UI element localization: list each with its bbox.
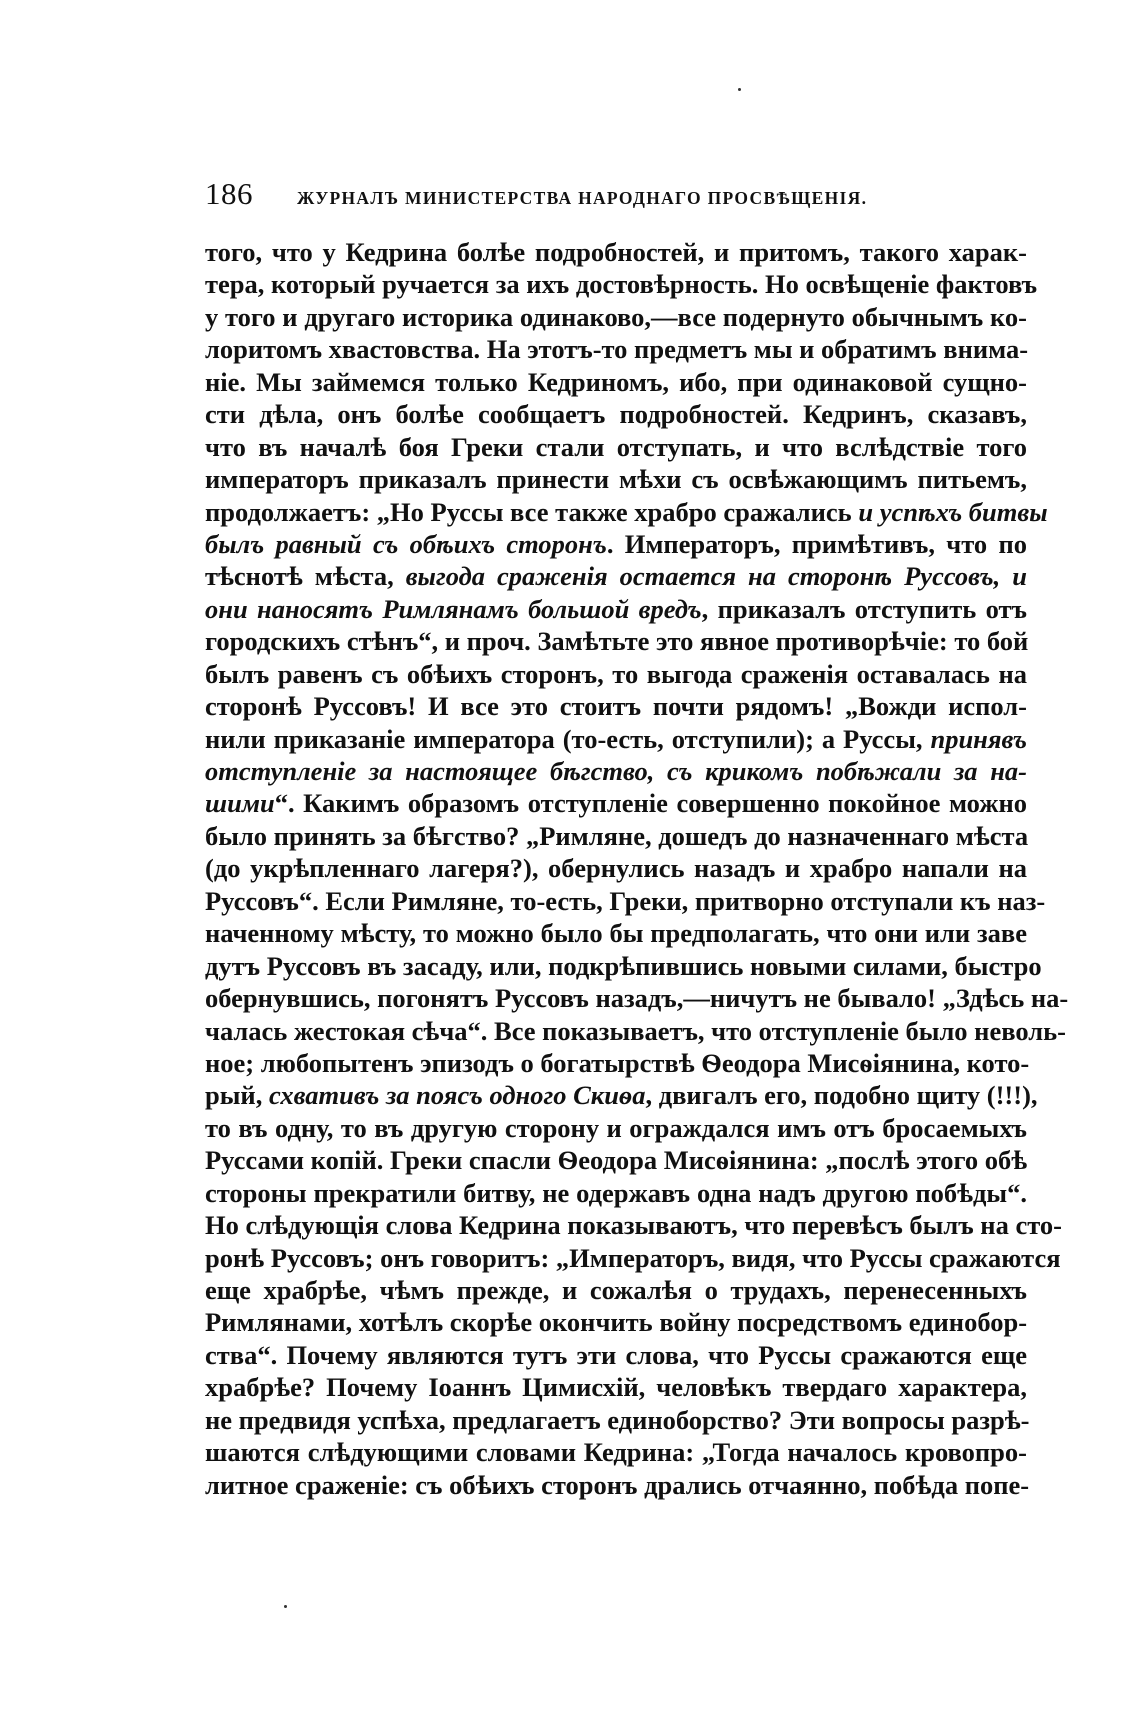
text-segment: нили приказаніе императора (то-есть, отступили); а Руссы, [205,723,931,754]
text-segment: сторонѣ Руссовъ! И все это стоитъ почти рядомъ! „Вожди испол- [205,691,1027,722]
text-line [205,820,1027,852]
text-line [205,1242,1061,1274]
italic-text-segment: выгода сраженія остается на сторонѣ Руссовъ, и [405,561,1027,592]
text-segment: Но слѣдующія слова Кедрина показываютъ, что перевѣсъ былъ на сто- [205,1210,1062,1241]
text-segment: , приказалъ отступить отъ [701,593,1027,624]
text-segment: . Императоръ, примѣтивъ, что по [606,528,1027,559]
text-segment: чалась жестокая сѣча“. Все показываетъ, что отступленіе было неволь- [205,1015,1066,1046]
text-line [205,268,1038,300]
text-line [205,658,1027,690]
text-segment: лоритомъ хвастовства. На этотъ-то предметъ мы и обратимъ внима- [205,334,1029,365]
text-segment: “. Какимъ образомъ отступленіе совершенно покойное можно [274,788,1027,819]
text-segment: Руссовъ“. Если Римляне, то-есть, Греки, притворно отступали къ наз- [205,885,1046,916]
text-line [205,366,1027,398]
text-line [205,982,1069,1014]
italic-text-segment: отступленіе за настоящее бѣгство, съ крикомъ побѣжали за на- [205,756,1027,786]
text-line [205,1209,1062,1241]
text-segment: обернувшись, погонятъ Руссовъ назадъ,—ничутъ не бывало! „Здѣсь на- [205,983,1069,1014]
text-segment: тера, который ручается за ихъ достовѣрность. Но освѣщеніе фактовъ [205,269,1038,300]
text-line [205,236,1027,268]
text-segment: еще храбрѣе, чѣмъ прежде, и сожалѣя о трудахъ, перенесенныхъ [205,1275,1027,1305]
running-header [205,176,1025,220]
text-line [205,1339,1027,1371]
text-line [205,333,1027,365]
text-segment: дутъ Руссовъ въ засаду, или, подкрѣпившись новыми силами, быстро [205,950,1042,981]
text-line [205,1306,1027,1338]
text-segment: (до укрѣпленнаго лагеря?), обернулись назадъ и храбро напали на [205,853,1027,884]
print-speck [284,1605,287,1608]
text-line [205,560,1027,592]
text-line [205,1177,1027,1209]
text-line [205,1144,1027,1176]
text-segment: ронѣ Руссовъ; онъ говоритъ: „Императоръ, видя, что Руссы сражаются [205,1242,1061,1273]
text-line [205,301,1027,333]
text-segment: наченному мѣсту, то можно было бы предполагать, что они или заве [205,918,1027,949]
text-segment: было принять за бѣгство? „Римляне, дошедъ до назначеннаго мѣста [205,820,1029,851]
text-segment: , двигалъ его, подобно щиту (!!!), [645,1080,1038,1111]
text-line [205,852,1027,884]
print-speck [738,88,741,91]
text-line [205,950,1042,982]
text-line [205,1274,1027,1306]
text-line [205,690,1027,722]
text-segment: продолжаетъ: „Но Руссы все также храбро сражались [205,496,859,527]
italic-text-segment: былъ равный съ обѣихъ сторонъ [205,528,607,559]
text-line [205,431,1027,463]
text-segment: ніе. Мы займемся только Кедриномъ, ибо, при одинаковой сущно- [205,366,1027,397]
text-segment: у того и другаго историка одинаково,—все подернуто обычнымъ ко- [205,301,1027,332]
text-segment: рый, [205,1080,269,1111]
text-line [205,1079,1038,1111]
text-line [205,917,1027,949]
text-segment: не предвидя успѣха, предлагаетъ единоборство? Эти вопросы разрѣ- [205,1404,1030,1435]
text-line [205,755,1027,787]
italic-text-segment: и успѣхъ битвы [858,496,1048,527]
text-line [205,463,1027,495]
text-line [205,885,1046,917]
text-line [205,1371,1027,1403]
body-text [205,236,1069,1501]
italic-text-segment: шими [205,788,275,819]
text-segment: Руссами копій. Греки спасли Ѳеодора Мисѳіянина: „послѣ этого обѣ [205,1145,1028,1176]
text-line [205,1469,1030,1501]
text-segment: шаются слѣдующими словами Кедрина: „Тогда началось кровопро- [205,1437,1027,1468]
text-line [205,593,1027,625]
journal-title: ЖУРНАЛЪ МИНИСТЕРСТВА НАРОДНАГО ПРОСВѢЩЕНІЯ. [297,188,868,208]
text-line [205,1015,1066,1047]
text-line [205,1047,1030,1079]
text-segment: храбрѣе? Почему Іоаннъ Цимисхій, человѣкъ твердаго характера, [205,1372,1027,1403]
italic-text-segment: они наносятъ Римлянамъ большой вредъ [205,593,702,624]
text-line [205,1112,1027,1144]
text-line [205,723,1027,755]
text-segment: сти дѣла, онъ болѣе сообщаетъ подробностей. Кедринъ, сказавъ, [205,399,1027,430]
italic-text-segment: принявъ [930,723,1027,754]
text-segment: ное; любопытенъ эпизодъ о богатырствѣ Ѳеодора Мисѳіянина, кото- [205,1047,1030,1078]
text-segment: городскихъ стѣнъ“, и проч. Замѣтьте это явное противорѣчіе: то бой [205,626,1029,657]
text-segment: тѣснотѣ мѣста, [205,561,406,592]
text-segment: Римлянами, хотѣлъ скорѣе окончить войну посредствомъ единобор- [205,1307,1028,1338]
text-segment: былъ равенъ съ обѣихъ сторонъ, то выгода сраженія оставалась на [205,658,1027,689]
text-line [205,787,1027,819]
text-segment: стороны прекратили битву, не одержавъ одна надъ другою побѣды“. [205,1177,1027,1208]
text-segment: императоръ приказалъ принести мѣхи съ освѣжающимъ питьемъ, [205,464,1027,495]
italic-text-segment: схвативъ за поясъ одного Скиѳа [268,1080,646,1111]
text-segment: ства“. Почему являются тутъ эти слова, что Руссы сражаются еще [205,1339,1027,1370]
text-segment: того, что у Кедрина болѣе подробностей, и притомъ, такого харак- [205,237,1027,267]
text-line [205,625,1027,657]
text-segment: что въ началѣ боя Греки стали отступать, и что вслѣдствіе того [205,431,1027,462]
text-segment: то въ одну, то въ другую сторону и ограждался имъ отъ бросаемыхъ [205,1112,1027,1143]
text-line [205,398,1027,430]
text-line [205,496,1048,528]
text-segment: литное сраженіе: съ обѣихъ сторонъ дрались отчаянно, побѣда попе- [205,1469,1030,1500]
page-number: 186 [205,176,253,211]
text-line [205,1436,1027,1468]
text-line [205,1404,1030,1436]
text-line [205,528,1027,560]
